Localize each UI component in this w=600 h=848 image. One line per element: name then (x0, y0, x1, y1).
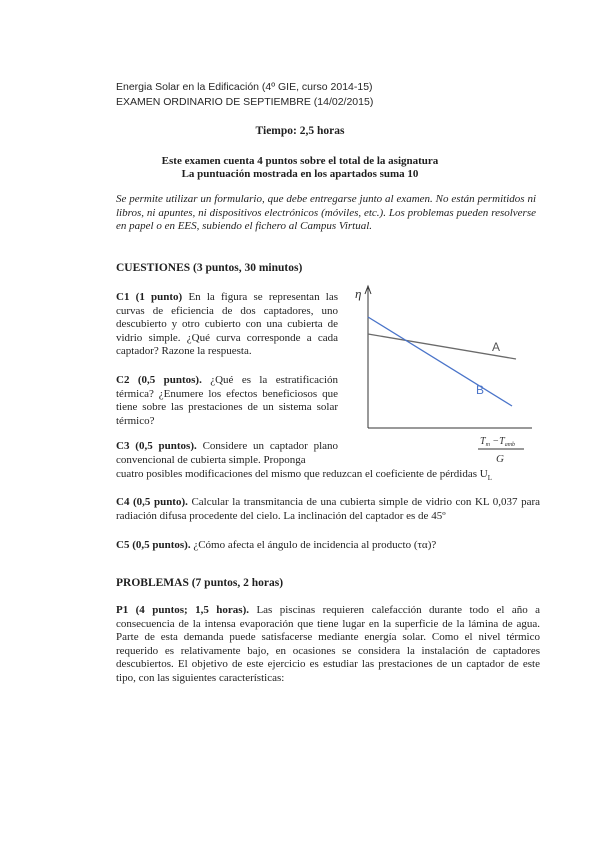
question-c3 (116, 440, 338, 467)
questions-heading: CUESTIONES (3 puntos, 30 minutos) (116, 262, 303, 274)
question-c1-label: C1 (1 punto) (116, 291, 183, 303)
curve-a-label: A (492, 340, 501, 354)
x-label-denominator: G (496, 453, 504, 465)
question-c5 (116, 539, 540, 553)
exam-rules: Se permite utilizar un formulario, que debe entregarse junto al examen. No están permitidos ni libros, ni apuntes, ni dispositivos electrónicos (móviles, etc.). Los problemas pueden resolverse en papel o en EES, subiendo el fichero al Campus Virtual. (116, 193, 536, 232)
question-c2-text: ¿Qué es la estratificación térmica? ¿Enumere los efectos beneficiosos que tiene sobre las prestaciones de un sistema solar térmico? (116, 374, 339, 427)
question-c4-text: Calcular la transmitancia de una cubierta simple de vidrio con KL 0,037 para radiación difusa procedente del cielo. La inclinación del captador es de 45º (116, 496, 540, 522)
question-c5-label: C5 (0,5 puntos). (116, 539, 191, 551)
exam-title: EXAMEN ORDINARIO DE SEPTIEMBRE (14/02/2015) (116, 96, 374, 108)
question-c4 (116, 496, 540, 523)
figure-y-label: η (355, 286, 362, 301)
exam-time: Tiempo: 2,5 horas (255, 125, 345, 137)
question-c3-label: C3 (0,5 puntos). (116, 440, 197, 452)
question-c4-label: C4 (0,5 punto). (116, 496, 188, 508)
question-c3-text-continued: cuatro posibles modificaciones del mismo que reduzcan el coeficiente de pérdidas U (116, 468, 488, 480)
weighting-line1: Este examen cuenta 4 puntos sobre el total de la asignatura (161, 155, 439, 167)
efficiency-figure (340, 282, 540, 487)
weighting-line2: La puntuación mostrada en los apartados suma 10 (181, 168, 419, 180)
problems-heading: PROBLEMAS (7 puntos, 2 horas) (116, 577, 284, 589)
course-title: Energia Solar en la Edificación (4º GIE, curso 2014-15) (116, 81, 373, 93)
problem-p1-label: P1 (4 puntos; 1,5 horas). (116, 604, 249, 616)
question-c3-subscript: L (487, 474, 493, 483)
question-c3-text: Considere un captador plano convencional de cubierta simple. Proponga (116, 440, 339, 466)
problem-p1-text: Las piscinas requieren calefacción durante todo el año a consecuencia de la intensa evaporación que tiene lugar en la superficie de la lámina de agua. Parte de esta demanda puede satisfacerse mediante energía solar. Como el nivel térmico requerido es relativamente bajo, en ocasiones se considera la instalación de captadores descubiertos. El objetivo de este ejercicio es estudiar las prestaciones de un captador de este tipo, con las siguientes características: (116, 604, 541, 684)
x-label-numerator: $T_m -T_{amb}$ (480, 436, 516, 448)
problem-p1 (116, 604, 540, 685)
curve-b-line (368, 317, 512, 406)
question-c1-text: En la figura se representan las curvas de eficiencia de dos captadores, uno descubierto y otro cubierto con una cubierta de vidrio simple. ¿Qué curva corresponde a cada captador? Razone la respuesta. (116, 291, 338, 357)
question-c1 (116, 291, 338, 359)
question-c5-text: ¿Cómo afecta el ángulo de incidencia al producto (τα)? (193, 539, 437, 551)
question-c2 (116, 374, 338, 428)
question-c2-label: C2 (0,5 puntos). (116, 374, 202, 386)
curve-b-label: B (476, 383, 485, 397)
